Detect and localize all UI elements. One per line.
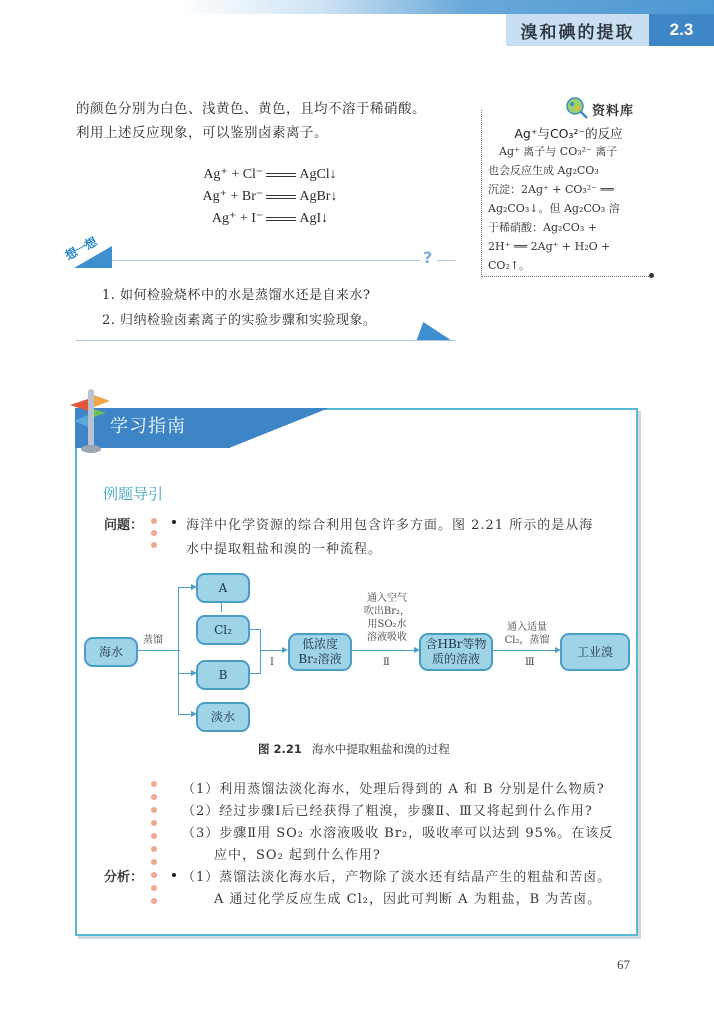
guide-title: 学习指南 — [110, 416, 186, 437]
think-bottom-rule — [76, 340, 456, 341]
info-box-body: Ag⁺ 离子与 CO₃²⁻ 离子 也会反应生成 Ag₂CO₃ 沉淀：2Ag⁺ + CO₃²⁻ ══ Ag₂CO₃↓。但 Ag₂CO₃ 溶 于稀硝酸：Ag₂CO₃ + 2H⁺ ══ 2Ag⁺ + H₂O + CO₂↑。 — [488, 145, 620, 272]
connector — [248, 629, 260, 630]
decor-dot — [151, 820, 157, 826]
sub-question-1: （1）利用蒸馏法淡化海水，处理后得到的 A 和 B 分别是什么物质? — [182, 782, 605, 797]
equation-agcl: Ag⁺ + Cl⁻ AgCl↓ — [203, 167, 337, 182]
think-top-rule-end — [437, 260, 455, 261]
think-item-1: 1. 如何检验烧杯中的水是蒸馏水还是自来水? — [102, 288, 371, 303]
connector — [350, 650, 415, 651]
decor-dot — [151, 794, 157, 800]
node-fresh-water: 淡水 — [196, 702, 250, 732]
decor-dot — [151, 781, 157, 787]
decor-dot — [151, 885, 157, 891]
info-box-end-dot — [649, 273, 654, 278]
node-hbr-solution: 含HBr等物 质的溶液 — [419, 633, 493, 671]
question-mark-icon: ? — [423, 248, 433, 267]
decor-dot — [151, 898, 157, 904]
label-step-3-text: 通入适量 Cl₂，蒸馏 — [504, 622, 550, 646]
connector — [248, 673, 260, 674]
analysis-label: 分析： — [104, 870, 144, 885]
think-badge: 想一想 — [62, 235, 99, 263]
decor-dot — [151, 518, 157, 524]
node-cl2: Cl₂ — [196, 615, 250, 645]
think-top-rule — [112, 260, 420, 261]
connector — [260, 629, 261, 674]
node-seawater: 海水 — [84, 637, 138, 667]
decor-dot — [151, 872, 157, 878]
node-b: B — [196, 660, 250, 690]
info-box-label: 资料库 — [592, 104, 635, 119]
connector — [136, 650, 180, 651]
decor-dot — [151, 833, 157, 839]
label-step-3: Ⅲ — [525, 657, 535, 668]
decor-dot — [151, 542, 157, 548]
node-a: A — [196, 573, 250, 603]
bullet — [172, 873, 176, 877]
figure-caption: 图 2.21 海水中提取粗盐和溴的过程 — [258, 742, 450, 756]
equation-agbr: Ag⁺ + Br⁻ AgBr↓ — [202, 189, 338, 204]
decor-dot — [151, 859, 157, 865]
example-subtitle: 例题导引 — [103, 485, 164, 503]
node-low-br2: 低浓度 Br₂溶液 — [288, 633, 352, 671]
question-label: 问题： — [104, 518, 144, 533]
label-step-2-text: 通入空气 吹出Br₂， 用SO₂水 溶液吸收 — [363, 593, 411, 643]
analysis-line-2: A 通过化学反应生成 Cl₂，因此可判断 A 为粗盐，B 为苦卤。 — [214, 892, 602, 907]
section-number: 2.3 — [649, 14, 714, 46]
connector — [260, 650, 282, 651]
decor-dot — [151, 530, 157, 536]
intro-line-2: 利用上述反应现象，可以鉴别卤素离子。 — [76, 125, 328, 141]
equation-agi: Ag⁺ + I⁻ AgI↓ — [211, 211, 329, 226]
header-gradient-bar — [0, 0, 714, 14]
sub-question-2: （2）经过步骤Ⅰ后已经获得了粗溴，步骤Ⅱ、Ⅲ又将起到什么作用? — [182, 804, 593, 819]
decor-dot — [151, 807, 157, 813]
page-number: 67 — [617, 957, 630, 972]
analysis-line-1: （1）蒸馏法淡化海水后，产物除了淡水还有结晶产生的粗盐和苦卤。 — [182, 870, 612, 885]
question-line-2: 水中提取粗盐和溴的一种流程。 — [186, 542, 383, 557]
magnifier-molecule-icon — [563, 96, 589, 120]
label-step-1: Ⅰ — [270, 657, 274, 668]
arrow-icon — [417, 322, 458, 340]
connector — [221, 601, 222, 612]
label-distill: 蒸馏 — [143, 635, 163, 646]
question-line-1: 海洋中化学资源的综合利用包含许多方面。图 2.21 所示的是从海 — [186, 518, 594, 533]
think-item-2: 2. 归纳检验卤素离子的实验步骤和实验现象。 — [102, 313, 377, 328]
bullet — [172, 520, 176, 524]
label-step-2: Ⅱ — [383, 657, 390, 668]
intro-line-1: 的颜色分别为白色、浅黄色、黄色，且均不溶于稀硝酸。 — [76, 101, 426, 117]
node-industrial-bromine: 工业溴 — [560, 633, 630, 671]
connector — [491, 650, 556, 651]
sub-question-3-cont: 应中，SO₂ 起到什么作用? — [214, 848, 381, 863]
connector — [178, 587, 179, 714]
signpost-icon — [68, 385, 114, 455]
section-title: 溴和碘的提取 — [506, 14, 649, 46]
sub-question-3: （3）步骤Ⅱ用 SO₂ 水溶液吸收 Br₂，吸收率可以达到 95%。在该反 — [182, 826, 614, 841]
decor-dot — [151, 846, 157, 852]
info-box-heading: Ag⁺与CO₃²⁻的反应 — [514, 126, 623, 141]
